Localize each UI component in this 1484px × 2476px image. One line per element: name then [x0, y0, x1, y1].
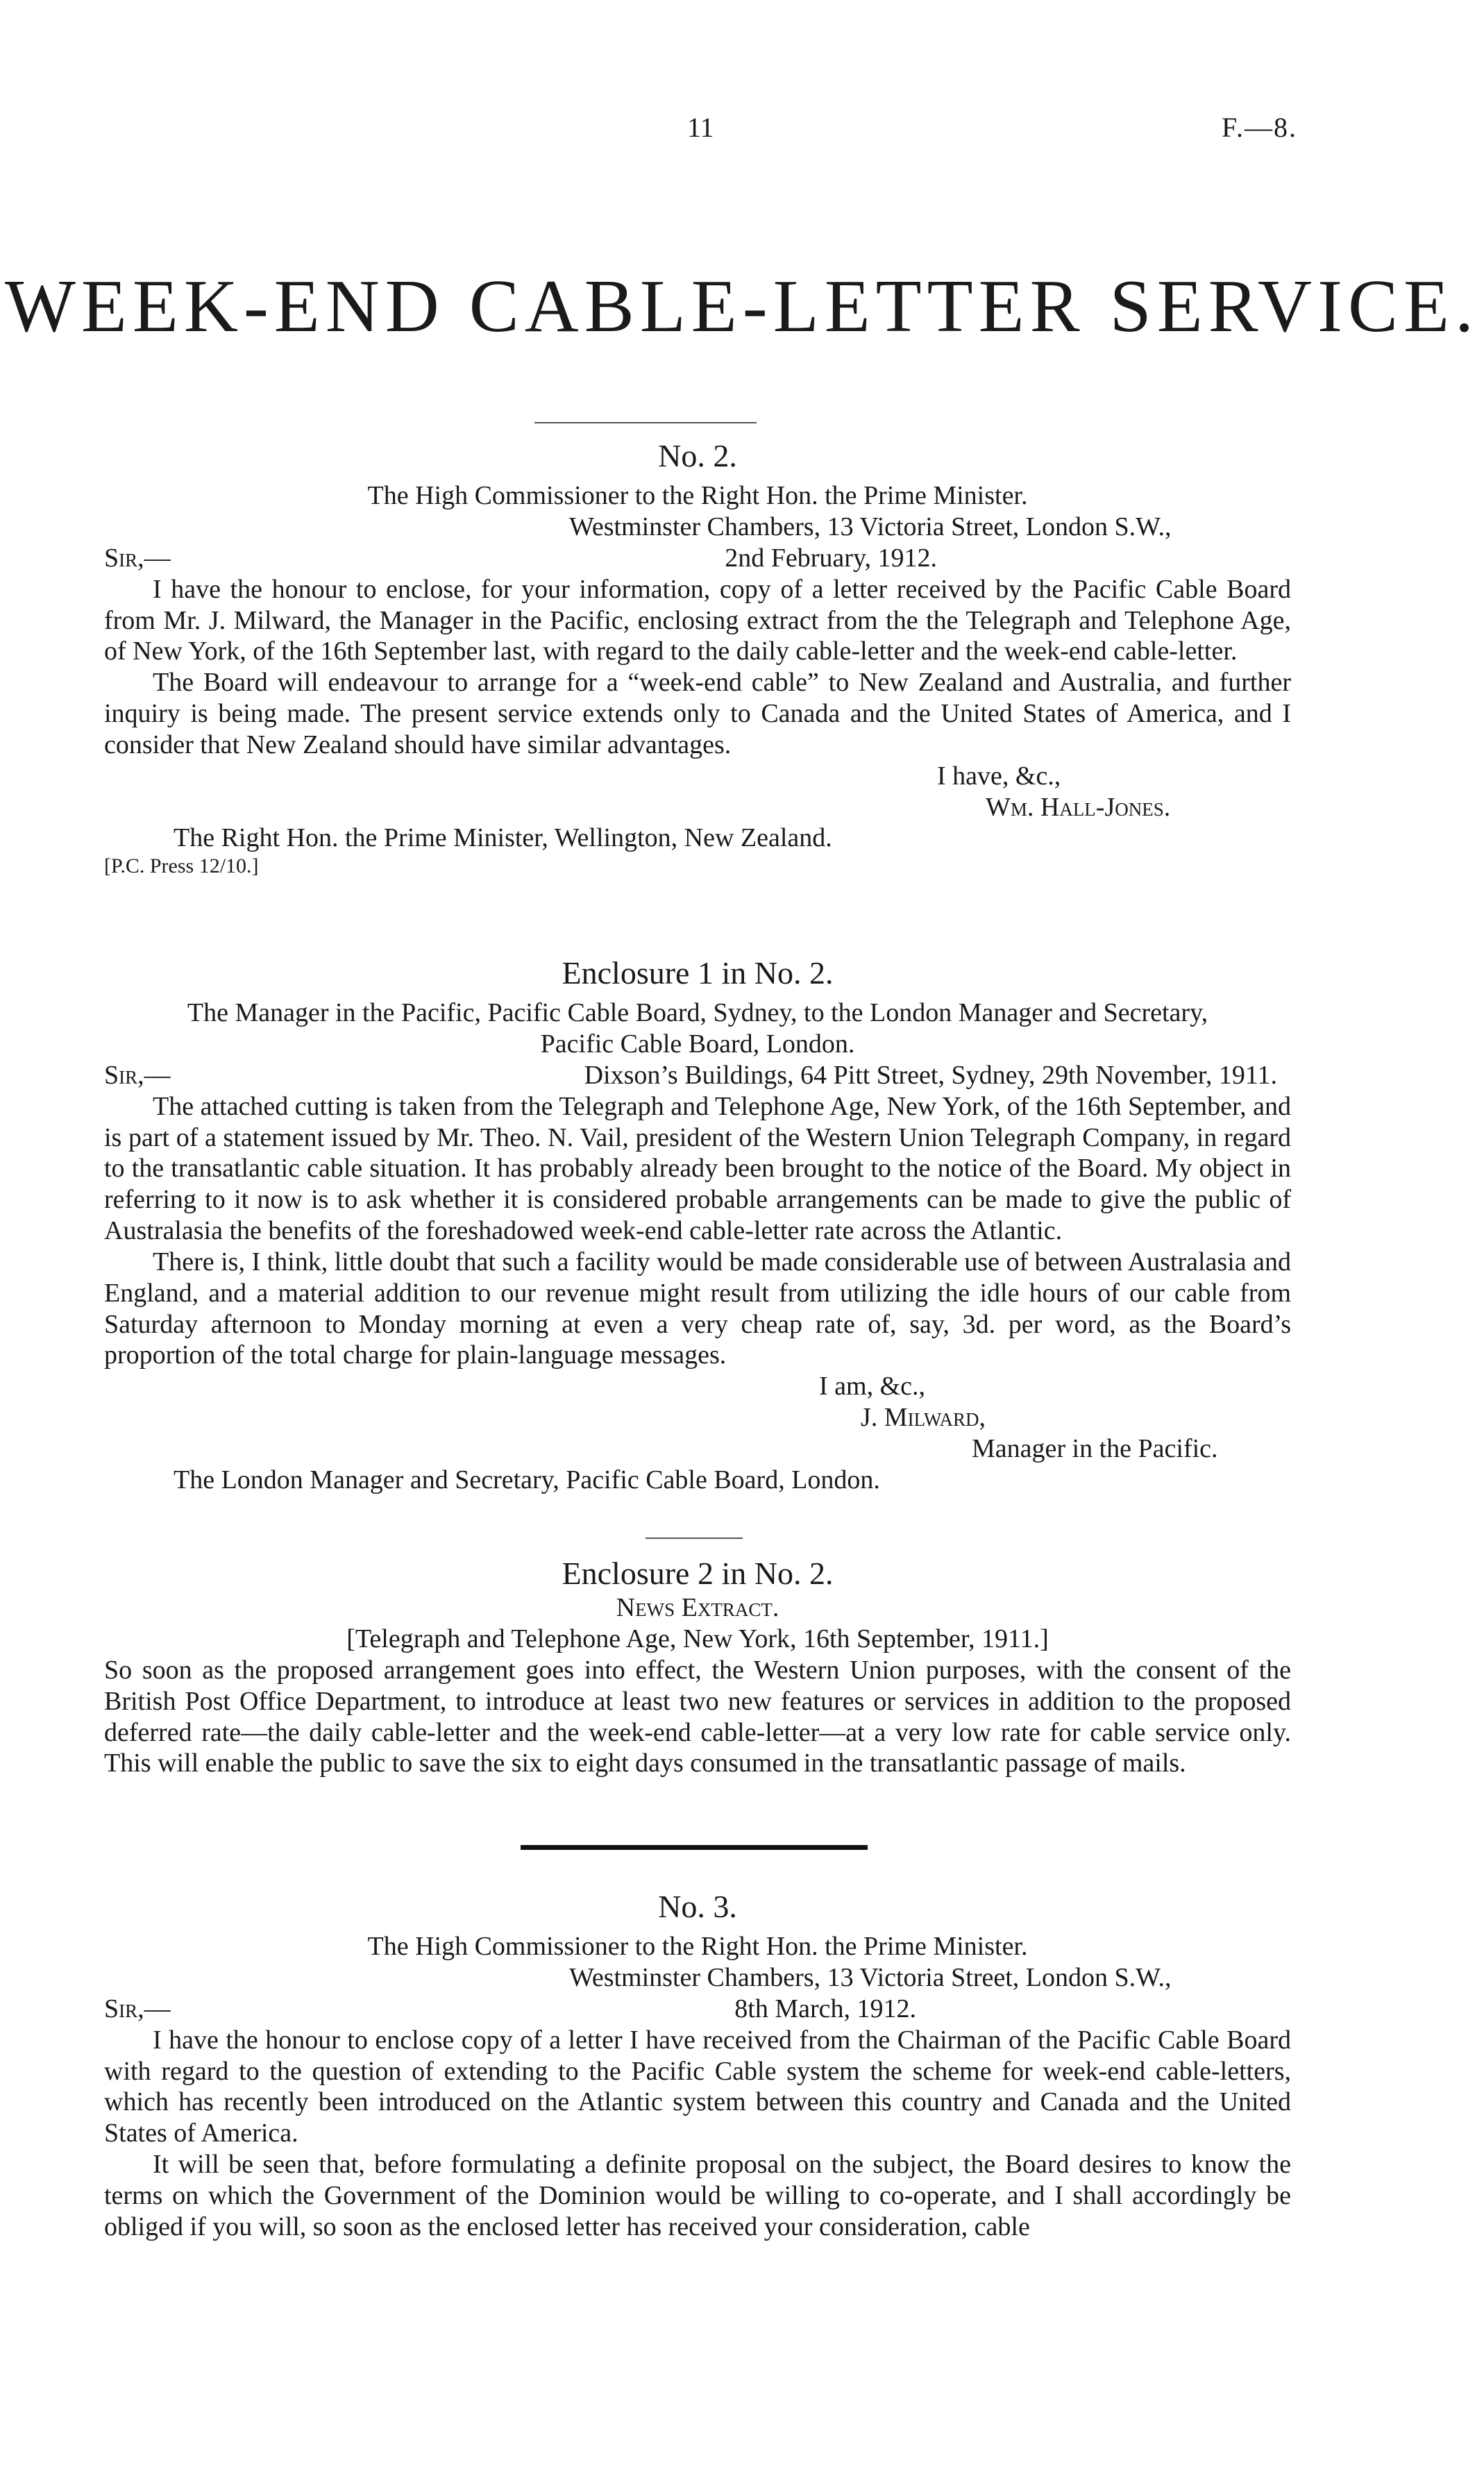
section-subheading: The High Commissioner to the Right Hon. the Prime Minister.: [367, 1932, 1028, 1962]
section-heading: No. 2.: [658, 438, 737, 473]
section-subheading: News Extract.: [616, 1593, 779, 1623]
letter-date: 8th March, 1912.: [734, 1994, 916, 2023]
salutation: Sir,—: [104, 543, 171, 573]
salutation-line: [104, 1060, 1291, 1091]
paragraph: The Board will endeavour to arrange for a “week-end cable” to New Zealand and Australia, and further inquiry is being made. The present service extends only to Canada and the United States of America, and I consider that New Zealand should have similar advantages.: [104, 668, 1291, 759]
section-enclosure-2: [104, 1555, 1291, 1779]
closing: I have, &c.,: [937, 761, 1061, 791]
signature: Wm. Hall-Jones.: [986, 792, 1171, 822]
paragraph: It will be seen that, before formulating a definite proposal on the subject, the Board desires to know the terms on which the Government of the Dominion would be willing to co-operate, and I shall accordingly be obliged if you will, so soon as the enclosed letter has received your consideration, cable: [104, 2150, 1291, 2241]
signatory-title: Manager in the Pacific.: [972, 1433, 1218, 1463]
section-divider: [521, 1845, 868, 1850]
section-subheading: The High Commissioner to the Right Hon. the Prime Minister.: [367, 481, 1028, 511]
salutation-line: [104, 543, 1291, 574]
paragraph: So soon as the proposed arrangement goes into effect, the Western Union purposes, with the consent of the British Post Office Department, to introduce at least two new features or services in addition to the proposed deferred rate—the daily cable-letter and the week-end cable-letter—at a very low rate for cable service only. This will enable the public to save the six to eight days consumed in the transatlantic passage of mails.: [104, 1655, 1291, 1778]
salutation-line: [104, 1994, 1291, 2025]
section-no3: [104, 1888, 1291, 2243]
paragraph: I have the honour to enclose copy of a letter I have received from the Chairman of the Pacific Cable Board with regard to the question of extending to the Pacific Cable system the scheme for week-end cable-letters, which has recently been introduced on the Atlantic system between this country and Canada and the United States of America.: [104, 2025, 1291, 2148]
section-subheading: Pacific Cable Board, London.: [540, 1029, 855, 1059]
letter-address-date: Dixson’s Buildings, 64 Pitt Street, Sydney, 29th November, 1911.: [584, 1060, 1277, 1090]
letter-date: 2nd February, 1912.: [725, 543, 937, 573]
page-title: WEEK-END CABLE-LETTER SERVICE.: [4, 265, 1480, 348]
paragraph: I have the honour to enclose, for your information, copy of a letter received by the Pacific Cable Board from Mr. J. Milward, the Manager in the Pacific, enclosing extract from the the Telegraph and Telephone Age, of New York, of the 16th September last, with regard to the daily cable-letter and the week-end cable-letter.: [104, 574, 1291, 666]
signature: J. Milward,: [861, 1403, 986, 1433]
closing: I am, &c.,: [819, 1372, 926, 1401]
sender-address: Westminster Chambers, 13 Victoria Street, London S.W.,: [569, 512, 1172, 542]
page-number: 11: [687, 112, 714, 143]
section-enclosure-1: [104, 954, 1291, 1496]
source-citation: [Telegraph and Telephone Age, New York, 16th September, 1911.]: [346, 1624, 1049, 1654]
section-subheading: The Manager in the Pacific, Pacific Cable Board, Sydney, to the London Manager and Secretary,: [187, 998, 1208, 1028]
press-reference: [P.C. Press 12/10.]: [104, 854, 259, 878]
section-heading: Enclosure 1 in No. 2.: [562, 955, 834, 991]
salutation: Sir,—: [104, 1060, 171, 1090]
paragraph: The attached cutting is taken from the Telegraph and Telephone Age, New York, of the 16th September, and is part of a statement issued by Mr. Theo. N. Vail, president of the Western Union Telegraph Company, in regard to the transatlantic cable situation. It has probably already been brought to the notice of the Board. My object in referring to it now is to ask whether it is considered probable arrangements can be made to give the public of Australasia the benefits of the foreshadowed week-end cable-letter rate across the Atlantic.: [104, 1091, 1291, 1246]
title-divider: [534, 422, 757, 423]
section-heading: No. 3.: [658, 1889, 737, 1924]
sender-address: Westminster Chambers, 13 Victoria Street, London S.W.,: [569, 1963, 1172, 1993]
section-no2: [104, 437, 1291, 879]
addressee: The London Manager and Secretary, Pacific Cable Board, London.: [174, 1465, 880, 1494]
section-heading: Enclosure 2 in No. 2.: [562, 1556, 834, 1591]
addressee: The Right Hon. the Prime Minister, Wellington, New Zealand.: [174, 823, 832, 853]
document-reference: F.—8.: [1222, 112, 1298, 143]
enclosure-divider: [646, 1538, 743, 1539]
paragraph: There is, I think, little doubt that such a facility would be made considerable use of between Australasia and England, and a material addition to our revenue might result from utilizing the idle hours of our cable from Saturday afternoon to Monday morning at even a very cheap rate of, say, 3d. per word, as the Board’s proportion of the total charge for plain-language messages.: [104, 1247, 1291, 1370]
salutation: Sir,—: [104, 1994, 171, 2023]
